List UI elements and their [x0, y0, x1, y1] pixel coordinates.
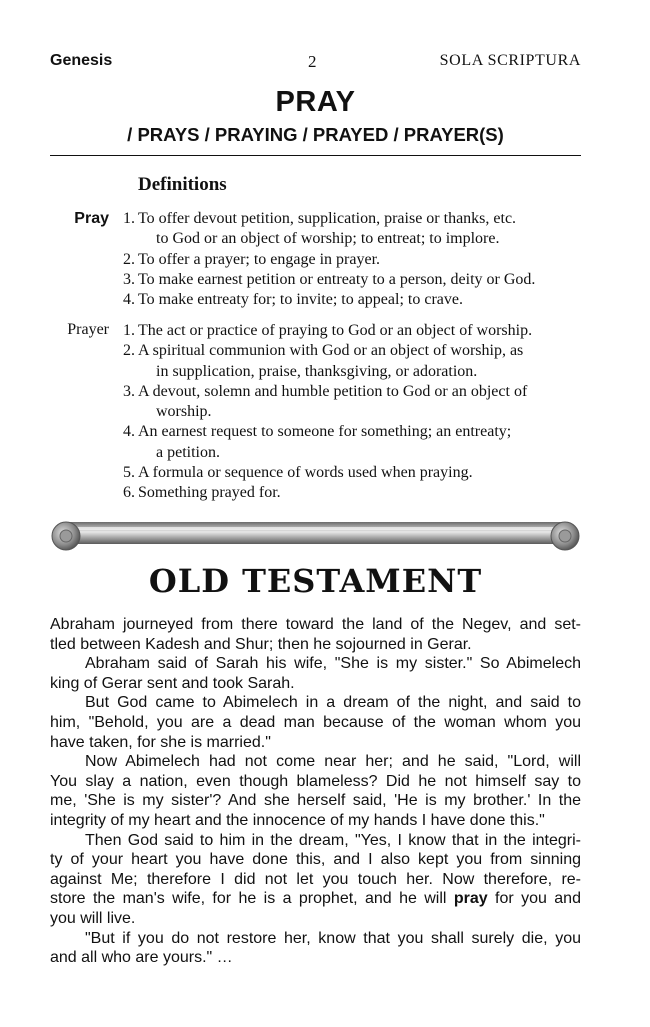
definitions-heading: Definitions: [138, 174, 227, 195]
definition-number: 2.: [123, 342, 135, 360]
definition-term: Pray: [74, 210, 109, 227]
definition-continuation: worship.: [156, 403, 212, 421]
definition-number: 4.: [123, 423, 135, 441]
definition-number: 3.: [123, 270, 135, 288]
definition-row: [50, 290, 581, 310]
passage-line: Then God said to him in the dream, "Yes, I know that in the integri-: [85, 831, 581, 849]
title-rule: [50, 155, 581, 156]
definition-row: [50, 321, 581, 341]
definition-row: [50, 362, 581, 382]
series-title: SOLA SCRIPTURA: [439, 52, 581, 69]
definition-number: 5.: [123, 464, 135, 482]
definition-text: To offer a prayer; to engage in prayer.: [138, 250, 381, 268]
definition-row: [50, 250, 581, 270]
definition-text: An earnest request to someone for something; an entreaty;: [138, 423, 512, 441]
passage-line: have taken, for she is married.": [50, 733, 271, 751]
section-title: OLD TESTAMENT: [148, 562, 483, 600]
definition-text: A spiritual communion with God or an object of worship, as: [138, 342, 524, 360]
definition-row: [50, 270, 581, 290]
definition-row: [50, 463, 581, 483]
definition-number: 6.: [123, 484, 135, 502]
passage-line: "But if you do not restore her, know that you shall surely die, you: [85, 929, 581, 947]
definition-text: The act or practice of praying to God or an object of worship.: [138, 322, 533, 339]
definition-row: [50, 422, 581, 442]
passage-line: king of Gerar sent and took Sarah.: [50, 674, 295, 692]
definition-text: To make earnest petition or entreaty to a person, deity or God.: [138, 270, 536, 288]
definition-row: [50, 209, 581, 229]
passage-line: you will live.: [50, 909, 136, 927]
definition-text: A devout, solemn and humble petition to God or an object of: [138, 382, 528, 400]
running-head: [50, 52, 581, 72]
passage-text: for you and: [495, 890, 581, 908]
definition-term: Prayer: [67, 321, 109, 338]
passage-line: and all who are yours." …: [50, 949, 233, 967]
entry-title: PRAY: [275, 86, 356, 118]
passage-line: against Me; therefore I did not let you touch her. Now therefore, re-: [50, 870, 581, 888]
page-number: 2: [308, 52, 317, 71]
definition-number: 3.: [123, 382, 135, 400]
definition-block-pray: [50, 209, 581, 310]
passage-line: Now Abimelech had not come near her; and he said, "Lord, will: [85, 753, 581, 771]
definition-text: A formula or sequence of words used when praying.: [138, 464, 473, 482]
passage-line: Abraham journeyed from there toward the land of the Negev, and set-: [50, 616, 581, 633]
definition-block-prayer: [50, 321, 581, 504]
definition-number: 1.: [123, 322, 135, 339]
passage-line: But God came to Abimelech in a dream of the night, and said to: [85, 694, 581, 712]
definition-number: 1.: [123, 210, 135, 227]
passage-line: me, 'She is my sister'? And she herself said, 'He is my brother.' In the: [50, 792, 581, 810]
passage-line: You slay a nation, even though blameless? Did he not himself say to: [50, 772, 581, 790]
definition-row: [50, 382, 581, 402]
passage-line: ty of your heart you have done this, and I also kept you from sinning: [50, 851, 581, 869]
definition-text: Something prayed for.: [138, 484, 281, 502]
scripture-passage: [50, 615, 581, 968]
definition-text: To offer devout petition, supplication, praise or thanks, etc.: [138, 210, 517, 227]
highlighted-keyword: pray: [453, 890, 488, 908]
definition-number: 4.: [123, 291, 135, 309]
definition-number: 2.: [123, 250, 135, 268]
definition-continuation: a petition.: [156, 443, 220, 461]
document-page: [50, 0, 581, 1027]
passage-line: integrity of my heart and the innocence of my hands I have done this.": [50, 811, 545, 829]
definition-row: [50, 402, 581, 422]
passage-text: store the man's wife, for he is a prophet, and he will: [50, 890, 447, 908]
passage-line: him, "Behold, you are a dead man because of the woman whom you: [50, 713, 581, 731]
entry-subtitle: / PRAYS / PRAYING / PRAYED / PRAYER(S): [127, 124, 504, 145]
definition-row: [50, 341, 581, 361]
definition-continuation: in supplication, praise, thanksgiving, or adoration.: [156, 362, 478, 380]
definition-row: [50, 229, 581, 249]
definition-row: [50, 443, 581, 463]
book-name: Genesis: [50, 52, 113, 69]
definition-continuation: to God or an object of worship; to entreat; to implore.: [156, 230, 500, 248]
passage-line: tled between Kadesh and Shur; then he sojourned in Gerar.: [50, 635, 472, 653]
passage-line: [50, 889, 581, 909]
definition-text: To make entreaty for; to invite; to appeal; to crave.: [138, 291, 463, 309]
scroll-divider-ornament: [50, 518, 581, 554]
definition-row: [50, 483, 581, 503]
passage-line: Abraham said of Sarah his wife, "She is my sister." So Abimelech: [85, 655, 581, 673]
